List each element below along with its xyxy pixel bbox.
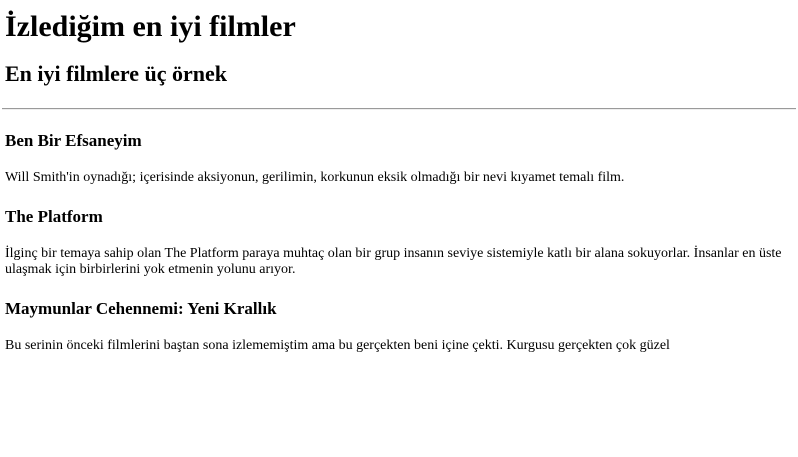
movie-description: Bu serinin önceki filmlerini baştan sona izlememiştim ama bu gerçekten beni içine çekti. Kurgusu gerçekten çok güzel [5,338,670,353]
movie-title: Ben Bir Efsaneyim [5,131,142,150]
movie-entry [5,298,793,354]
movie-title: Maymunlar Cehennemi: Yeni Krallık [5,299,277,318]
divider [2,108,796,110]
movie-entry [5,130,793,186]
movie-description: İlginç bir temaya sahip olan The Platform paraya muhtaç olan bir grup insanın seviye sistemiyle katlı bir alana sokuyorlar. İnsanlar en üste ulaşmak için birbirlerini yok etmenin yolunu arıyor. [5,246,782,277]
page-subtitle: En iyi filmlere üç örnek [5,61,228,86]
movie-description: Will Smith'in oynadığı; içerisinde aksiyonun, gerilimin, korkunun eksik olmadığı bir nevi kıyamet temalı film. [5,170,625,185]
movie-title: The Platform [5,207,103,226]
page-title: İzlediğim en iyi filmler [5,10,296,43]
movie-entry [5,206,793,278]
